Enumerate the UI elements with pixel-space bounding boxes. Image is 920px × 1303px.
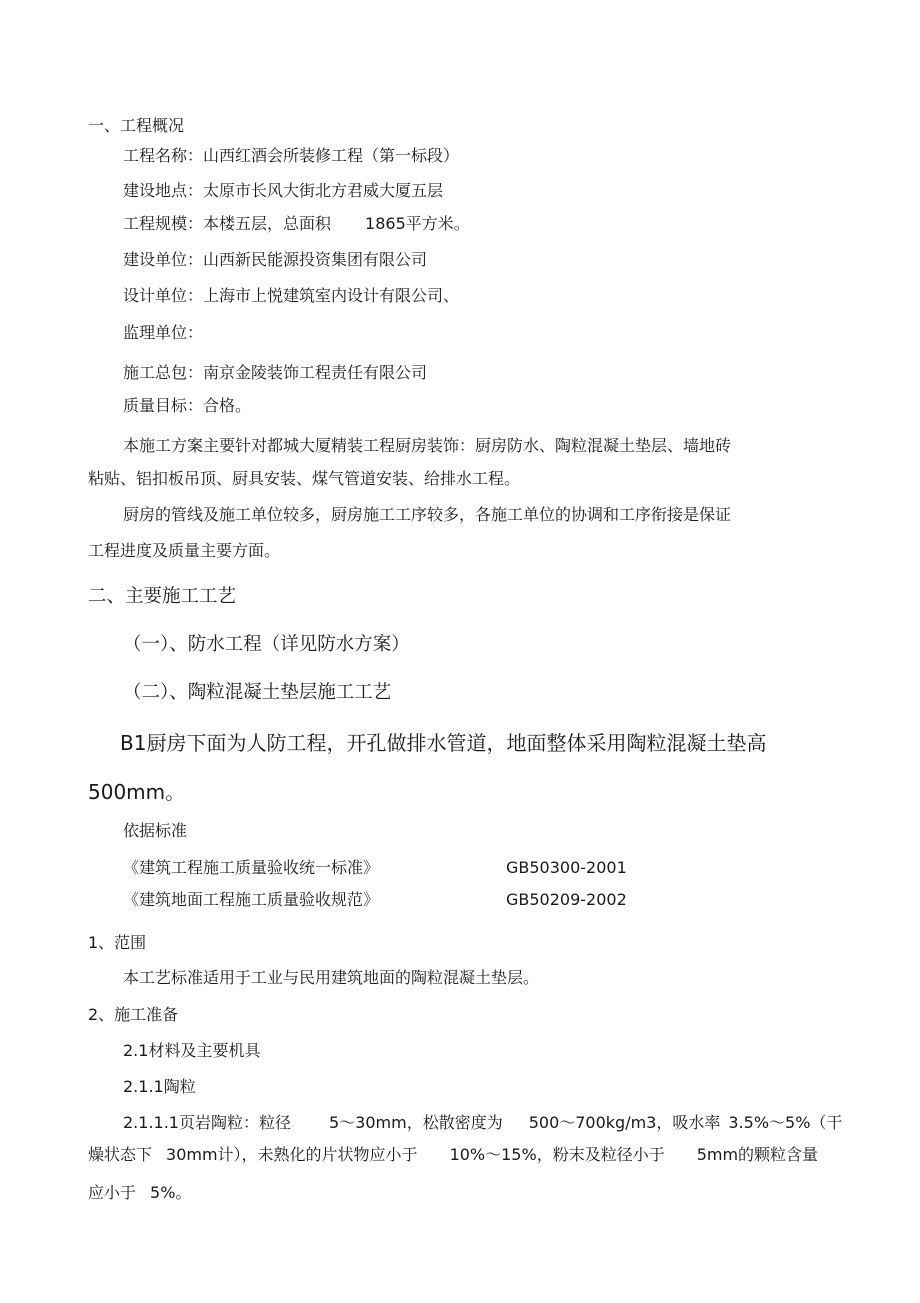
standard-name: 《建筑工程施工质量验收统一标准》 [123, 858, 380, 877]
field-label: 建设单位： [123, 250, 204, 269]
field-label: 建设地点： [123, 181, 204, 200]
spec-segment: 500～700kg/m3，吸水率 [528, 1113, 721, 1132]
field-contractor [123, 365, 427, 381]
spec-segment: 应小于 [88, 1183, 137, 1202]
field-value: 山西新民能源投资集团有限公司 [203, 250, 428, 269]
field-value: 南京金陵装饰工程责任有限公司 [203, 363, 428, 382]
spec-segment: 5～30mm，松散密度为 [328, 1113, 503, 1132]
field-label: 质量目标： [123, 396, 204, 415]
heading-ceramsite: 2.1.1陶粒 [123, 1077, 196, 1096]
paragraph-scope-line-2: 粘贴、铝扣板吊顶、厨具安装、煤气管道安装、给排水工程。 [88, 469, 521, 488]
basis-title: 依据标准 [123, 821, 188, 840]
standard-name: 《建筑地面工程施工质量验收规范》 [123, 890, 380, 909]
scope-text: 本工艺标准适用于工业与民用建筑地面的陶粒混凝土垫层。 [123, 968, 540, 987]
field-designer [123, 288, 459, 304]
field-supervisor [123, 325, 203, 341]
field-value: 上海市上悦建筑室内设计有限公司、 [203, 286, 460, 305]
spec-segment: 燥状态下 [88, 1145, 153, 1164]
field-label: 工程名称： [123, 146, 204, 165]
field-label: 施工总包： [123, 363, 204, 382]
field-value: 合格。 [203, 396, 252, 415]
section-1-title: 一、工程概况 [88, 116, 185, 135]
heading-scope: 1、范围 [88, 933, 147, 952]
spec-segment: 5%。 [150, 1183, 192, 1202]
spec-segment: 2.1.1.1页岩陶粒：粒径 [123, 1113, 291, 1132]
field-label: 监理单位： [123, 323, 204, 342]
field-quality [123, 398, 251, 414]
spec-line-1 [123, 1115, 842, 1131]
big-paragraph-line-1: B1厨房下面为人防工程，开孔做排水管道，地面整体采用陶粒混凝土垫高 [120, 731, 767, 755]
subsection-ceramsite: （二）、陶粒混凝土垫层施工工艺 [123, 682, 392, 703]
subsection-waterproof: （一）、防水工程（详见防水方案） [123, 634, 410, 655]
heading-preparation: 2、施工准备 [88, 1005, 179, 1024]
spec-segment: 3.5%～5%（干 [728, 1113, 843, 1132]
big-paragraph-line-2: 500mm。 [88, 780, 186, 804]
field-value-a: 本楼五层，总面积 [203, 214, 332, 233]
standard-code: GB50300-2001 [506, 858, 627, 877]
paragraph-coordination-line-2: 工程进度及质量主要方面。 [88, 541, 281, 560]
field-scale [123, 216, 470, 232]
spec-segment: 10%～15%，粉末及粒径小于 [449, 1145, 665, 1164]
field-value-b: 1865平方米。 [365, 214, 470, 233]
spec-line-3 [88, 1185, 191, 1201]
field-label: 工程规模： [123, 214, 204, 233]
spec-segment: 5mm的颗粒含量 [696, 1145, 819, 1164]
spec-line-2 [88, 1147, 818, 1163]
field-label: 设计单位： [123, 286, 204, 305]
section-2-title: 二、主要施工工艺 [88, 586, 237, 607]
standard-code: GB50209-2002 [506, 890, 627, 909]
heading-materials: 2.1材料及主要机具 [123, 1041, 261, 1060]
field-location [123, 183, 443, 199]
paragraph-coordination-line-1: 厨房的管线及施工单位较多，厨房施工工序较多，各施工单位的协调和工序衔接是保证 [123, 505, 732, 524]
field-value: 山西红酒会所装修工程（第一标段） [203, 146, 460, 165]
spec-segment: 30mm计），未熟化的片状物应小于 [166, 1145, 418, 1164]
paragraph-scope-line-1: 本施工方案主要针对都城大厦精装工程厨房装饰：厨房防水、陶粒混凝土垫层、墙地砖 [123, 436, 732, 455]
field-project-name [123, 148, 459, 164]
field-owner [123, 252, 427, 268]
field-value: 太原市长风大街北方君威大厦五层 [203, 181, 444, 200]
